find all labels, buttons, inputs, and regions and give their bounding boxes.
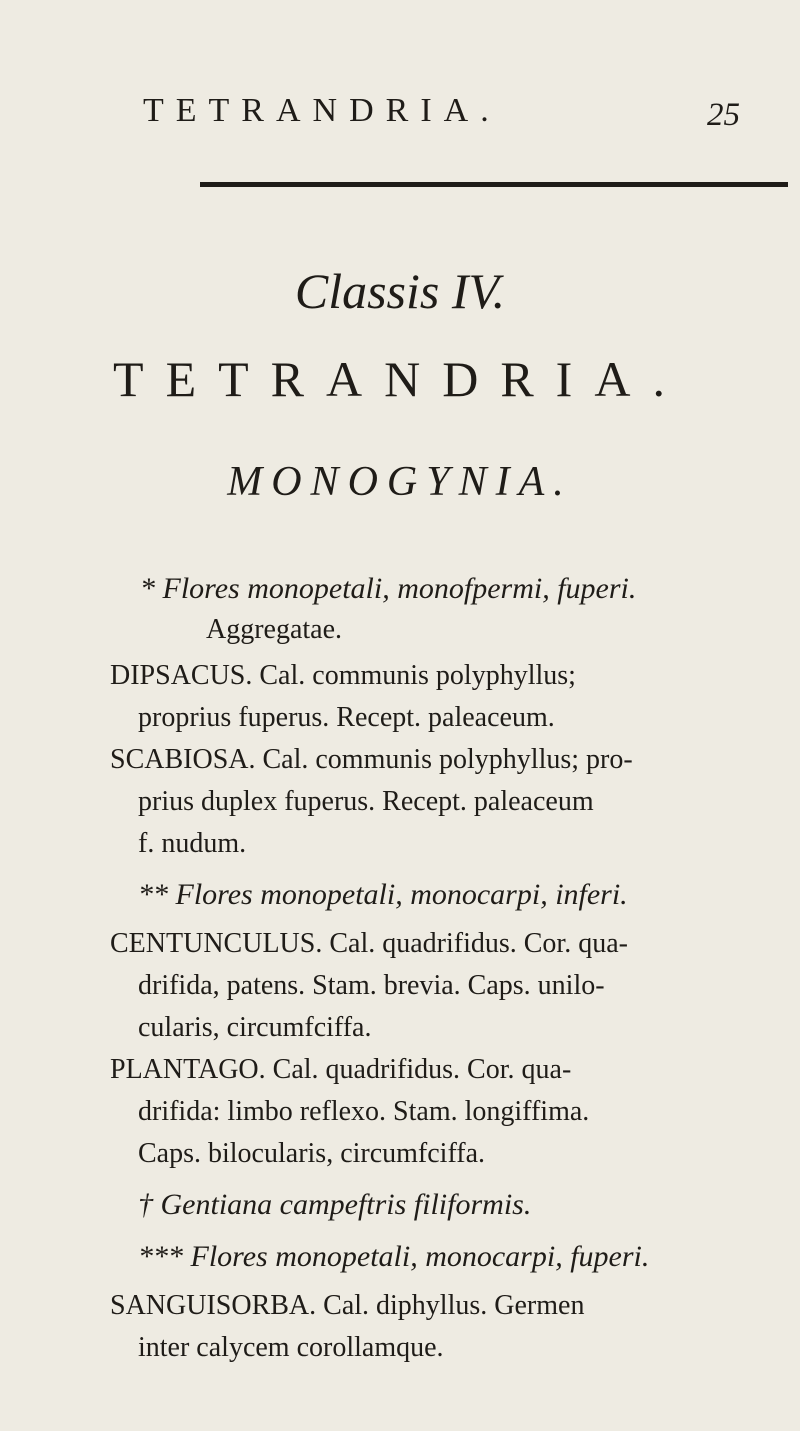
text-line: drifida: limbo reflexo. Stam. longiffima. xyxy=(138,1096,590,1127)
text-line: SANGUISORBA. Cal. diphyllus. Germen xyxy=(110,1290,585,1321)
running-title: TETRANDRIA. xyxy=(143,92,501,129)
page-number: 25 xyxy=(707,97,740,133)
text-line: DIPSACUS. Cal. communis polyphyllus; xyxy=(110,660,576,691)
text-line: Caps. bilocularis, circumfciffa. xyxy=(138,1138,486,1169)
order-heading: MONOGYNIA. xyxy=(227,459,573,505)
text-line: SCABIOSA. Cal. communis polyphyllus; pro- xyxy=(110,744,633,775)
text-line: proprius fuperus. Recept. paleaceum. xyxy=(138,702,555,733)
class-name-heading: TETRANDRIA. xyxy=(113,351,687,407)
text-line: drifida, patens. Stam. brevia. Caps. unilo- xyxy=(138,970,605,1001)
header-rule xyxy=(200,182,788,187)
text-line: PLANTAGO. Cal. quadrifidus. Cor. qua- xyxy=(110,1054,572,1085)
text-line: cularis, circumfciffa. xyxy=(138,1012,372,1043)
section-heading-2: ** Flores monopetali, monocarpi, inferi. xyxy=(138,878,628,911)
section-heading-1: * Flores monopetali, monofpermi, fuperi. xyxy=(140,572,637,605)
section-heading-3: † Gentiana campeftris filiformis. xyxy=(138,1188,532,1221)
text-line: f. nudum. xyxy=(138,828,247,859)
section-sub-1: Aggregatae. xyxy=(206,614,343,645)
text-line: prius duplex fuperus. Recept. paleaceum xyxy=(138,786,594,817)
classis-heading: Classis IV. xyxy=(294,263,506,319)
text-line: inter calycem corollamque. xyxy=(138,1332,444,1363)
text-line: CENTUNCULUS. Cal. quadrifidus. Cor. qua- xyxy=(110,928,628,959)
section-heading-4: *** Flores monopetali, monocarpi, fuperi. xyxy=(138,1240,650,1273)
